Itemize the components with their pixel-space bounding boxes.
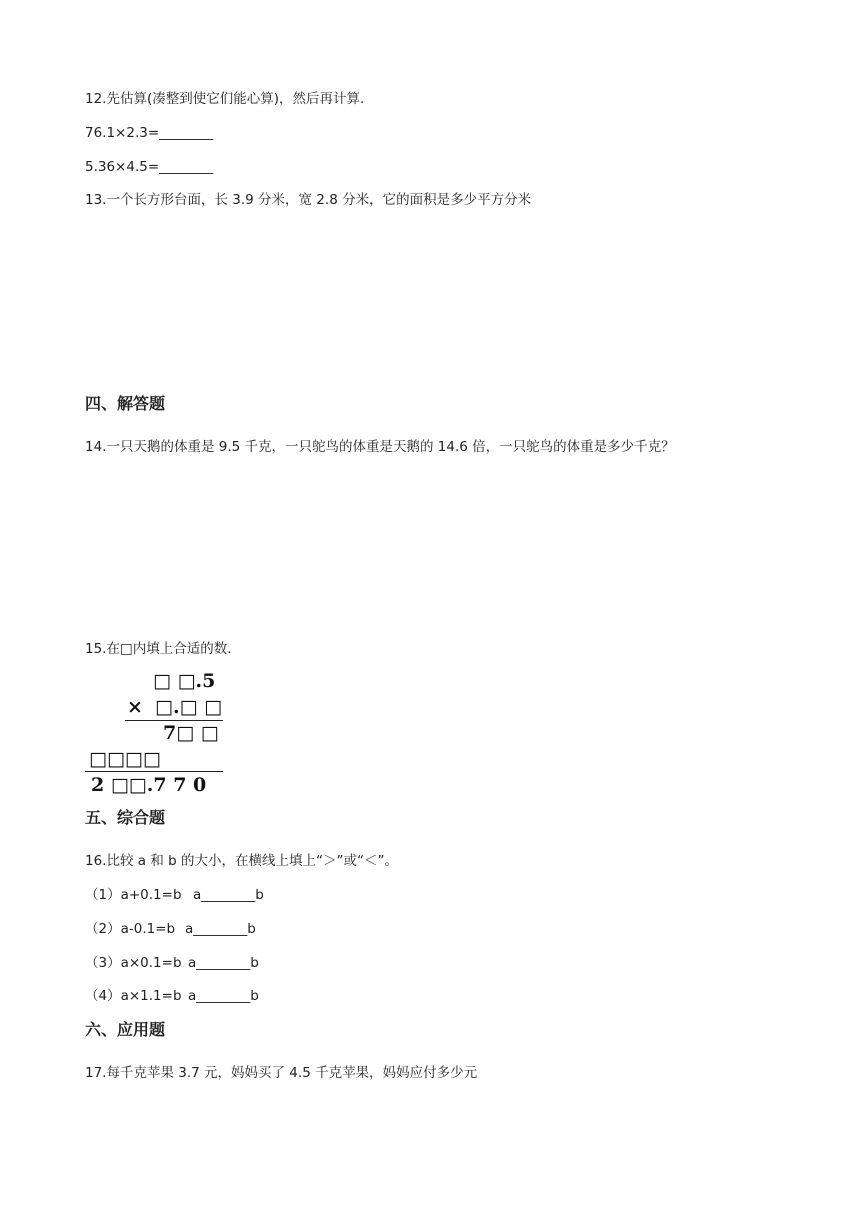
vm-line-1 xyxy=(125,720,223,721)
q12-title: 12.先估算(凑整到使它们能心算)，然后再计算. xyxy=(85,91,365,107)
vm-times-sign: × xyxy=(127,696,143,718)
vm-row4: □□□□ xyxy=(89,748,161,770)
q16-item-1-cond: （1）a+0.1=b xyxy=(85,887,182,903)
q16-item-2-blank: a________b xyxy=(185,921,256,937)
q16-item-1 xyxy=(85,886,264,904)
section6-title: 六、应用题 xyxy=(85,1020,166,1039)
q14-text: 14.一只天鹅的体重是 9.5 千克，一只鸵鸟的体重是天鹅的 14.6 倍，一只鸵鸟的体重是多少千克？ xyxy=(85,439,675,455)
q12-line1: 76.1×2.3=________ xyxy=(85,125,214,141)
vm-row2: □.□ □ xyxy=(155,696,223,718)
vm-row1: □ □.5 xyxy=(153,670,216,692)
q15-text: 15.在□内填上合适的数. xyxy=(85,641,232,657)
q16-item-4-blank: a________b xyxy=(188,988,259,1004)
q16-item-4 xyxy=(85,987,259,1005)
q16-item-3-cond: （3）a×0.1=b xyxy=(85,955,182,971)
q16-item-3 xyxy=(85,954,259,972)
vm-row3: 7□ □ xyxy=(163,722,219,744)
section5-title: 五、综合题 xyxy=(85,808,166,827)
q12-line2: 5.36×4.5=________ xyxy=(85,159,214,175)
q16-item-3-blank: a________b xyxy=(188,955,259,971)
vm-line-2 xyxy=(85,771,223,772)
vm-row5: 2 □□.7 7 0 xyxy=(91,774,207,796)
q13-text: 13.一个长方形台面，长 3.9 分米，宽 2.8 分米，它的面积是多少平方分米 xyxy=(85,192,532,208)
section4-title: 四、解答题 xyxy=(85,394,166,413)
q16-item-2-cond: （2）a-0.1=b xyxy=(85,921,176,937)
q16-text: 16.比较 a 和 b 的大小，在横线上填上“＞”或“＜”。 xyxy=(85,853,398,869)
q16-item-1-blank: a________b xyxy=(193,887,264,903)
vertical-multiplication xyxy=(85,668,230,798)
q16-item-4-cond: （4）a×1.1=b xyxy=(85,988,182,1004)
q16-item-2 xyxy=(85,920,256,938)
q17-text: 17.每千克苹果 3.7 元，妈妈买了 4.5 千克苹果，妈妈应付多少元 xyxy=(85,1065,478,1081)
